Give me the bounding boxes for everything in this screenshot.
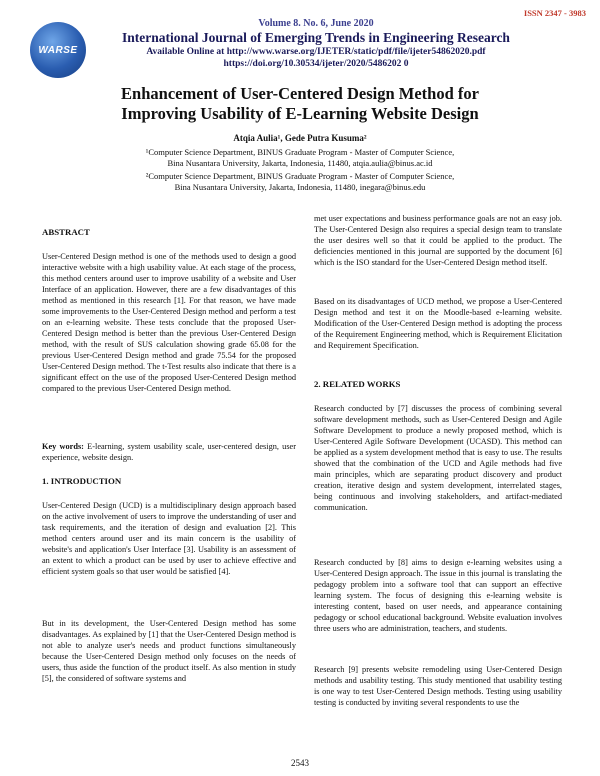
title-line-1: Enhancement of User-Centered Design Method for bbox=[121, 84, 479, 103]
right-paragraph-1: met user expectations and business performance goals are not an easy job. The User-Centered Design also requires a special design team to translate the user desires well so that it could be applied to the product. The deficiencies mentioned in this journal are supported by the document [6] which is the ISO standard for the User-Centered Design method itself. bbox=[314, 214, 562, 267]
title-line-2: Improving Usability of E-Learning Website Design bbox=[121, 104, 479, 123]
right-paragraph-2: Based on its disadvantages of UCD method, we propose a User-Centered Design method and test it on the Moodle-based e-learning website. Modification of the User-Centered Design method is adopting the process of the Requirement Engineering method, which is Requirement Elicitation and Requirement Specification. bbox=[314, 297, 562, 350]
affiliation-2-line-2: Bina Nusantara University, Jakarta, Indonesia, 11480, inegara@binus.edu bbox=[174, 182, 426, 192]
journal-url[interactable]: Available Online at http://www.warse.org/IJETER/static/pdf/file/ijeter54862020.pdf bbox=[146, 47, 486, 57]
abstract-text: User-Centered Design method is one of the methods used to design a good interactive website with a high usability value. At each stage of the process, this method centers around user to improve usability of a website and User Interface of an application. However, there are a few disadvantages of this method as mentioned in this research [1]. For that reason, we have made some improvements to the User-Centered Design method and perform a test on an e-learning website. These tests conclude that the proposed User-Centered Design method is better than the previous User-Centered Design method, with the result of SUS calculation showing grade 65.08 for the previous User-Centered Design method and grade 75.54 for the proposed User-Centered Design method. The t-Test results also indicate that there is a significant effect on the use of the proposed User-Centered Design method compared to the previous User-Centered Design method. bbox=[42, 252, 296, 393]
related-paragraph-1: Research conducted by [7] discusses the process of combining several software development methods, such as User-Centered Design and Agile Software Development to produce a newly proposed method, which is User-Centered Agile Software Development (UCASD). This method can be applied as a system development method that is easy to use. The results showed that the combination of the UCD and Agile methods had five main principles, which are separating product discovery and product creation, iterative design and system development, interrelated stages, being continuous and involving stakeholders, and artifact-mediated communication. bbox=[314, 404, 562, 512]
warse-logo bbox=[30, 22, 86, 78]
authors: Atqia Aulia¹, Gede Putra Kusuma² bbox=[233, 133, 367, 143]
related-paragraph-2: Research conducted by [8] aims to design e-learning websites using a User-Centered Design approach. The issue in this journal is translating the pedagogy problem into a software tool that can support an effective learning system. The focus of designing this e-learning website is interesting content, based on user needs, and appearance containing pedagogy or school educational background. Website evaluation involves three users who are administration, teachers, and students. bbox=[314, 558, 562, 633]
keywords-label: Key words: bbox=[42, 442, 84, 451]
keywords bbox=[42, 441, 296, 463]
doi-link[interactable]: https://doi.org/10.30534/ijeter/2020/5486202 0 bbox=[223, 59, 409, 69]
affiliation-1-line-1: ¹Computer Science Department, BINUS Graduate Program - Master of Computer Science, bbox=[145, 147, 455, 157]
abstract-heading: ABSTRACT bbox=[42, 227, 90, 237]
journal-volume: Volume 8. No. 6, June 2020 bbox=[258, 18, 374, 29]
affiliation-2-line-1: ²Computer Science Department, BINUS Graduate Program - Master of Computer Science, bbox=[145, 171, 455, 181]
affiliation-2 bbox=[40, 171, 560, 193]
affiliation-1 bbox=[40, 147, 560, 169]
journal-name: International Journal of Emerging Trends in Engineering Research bbox=[122, 30, 510, 45]
affiliation-1-line-2: Bina Nusantara University, Jakarta, Indonesia, 11480, atqia.aulia@binus.ac.id bbox=[167, 158, 433, 168]
introduction-heading: 1. INTRODUCTION bbox=[42, 476, 122, 486]
intro-paragraph-1: User-Centered Design (UCD) is a multidisciplinary design approach based on the active involvement of users to improve the understanding of user and task requirements, and the iteration of design and evaluation [2]. This method centers around user and its main concern is the usability of website's and application's User Interface [3]. Usability is an assessment of an extent to which a product can be used by user to achieve effective and efficient system goals so that user would be satisfied [4]. bbox=[42, 501, 296, 576]
logo-text: WARSE bbox=[38, 44, 78, 56]
page-number: 2543 bbox=[291, 758, 309, 768]
paper-title bbox=[40, 84, 560, 124]
intro-paragraph-2: But in its development, the User-Centered Design method has some disadvantages. As explained by [1] that the User-Centered Design method is not able to analyze user's needs and product functions simultaneously because the User-Centered Design method only focuses on the needs of users, thus aside the function of the product itself. As also mention in study [5], the considered of software systems and bbox=[42, 619, 296, 683]
related-paragraph-3: Research [9] presents website remodeling using User-Centered Design methods and usability testing. This study mentioned that usability testing is one way to test User-Centered Design methods. Testing using usability testing is conducted by inviting several respondents to use the bbox=[314, 665, 562, 707]
keywords-text: E-learning, system usability scale, user-centered design, user experience, website design. bbox=[42, 442, 296, 462]
issn-label: ISSN 2347 - 3983 bbox=[523, 8, 586, 18]
related-works-heading: 2. RELATED WORKS bbox=[314, 379, 401, 389]
